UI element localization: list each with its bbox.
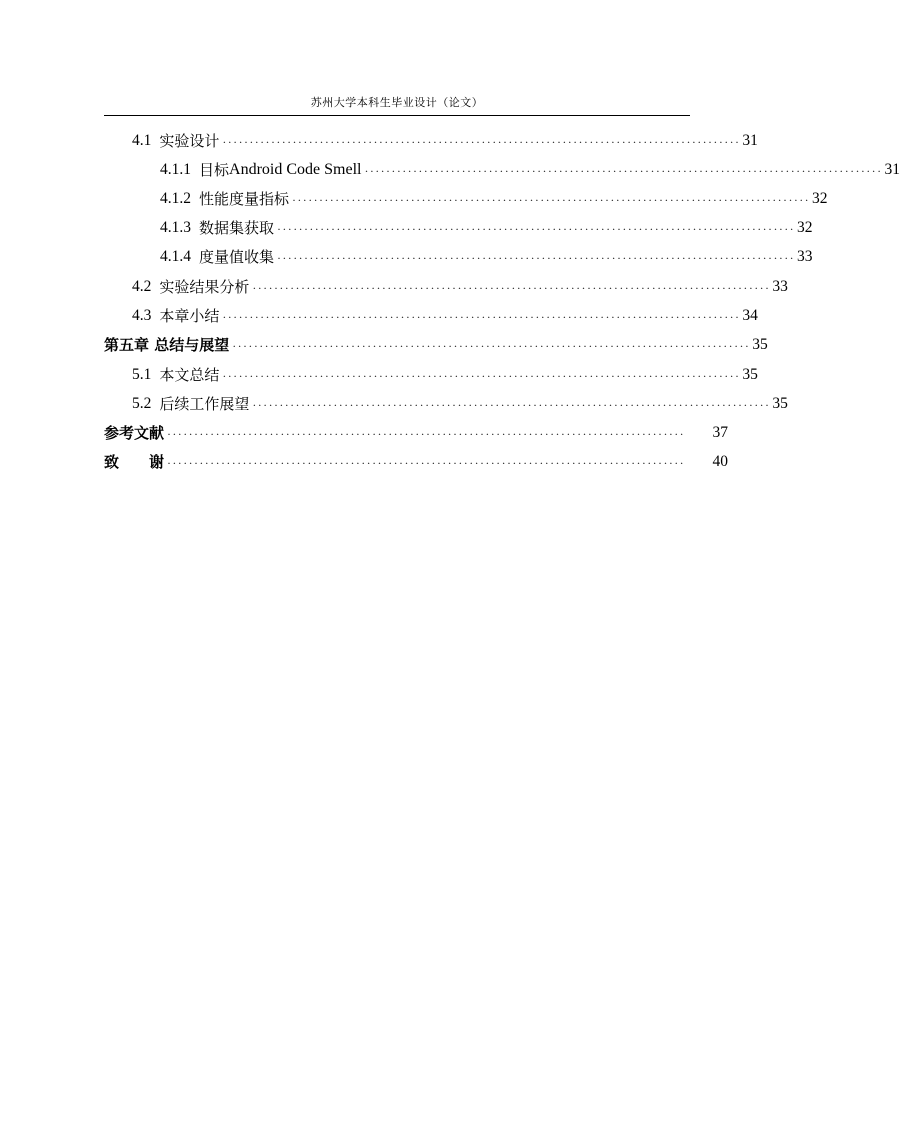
running-header: 苏州大学本科生毕业设计（论文） bbox=[310, 96, 484, 109]
toc-page-number: 35 bbox=[772, 395, 788, 412]
toc-leader-dots: ································································································ bbox=[364, 164, 883, 178]
toc-title: 目标 bbox=[199, 161, 230, 179]
toc-entry-4-1-1[interactable] bbox=[104, 157, 900, 183]
toc-number: 4.1 bbox=[132, 132, 152, 149]
toc-leader-dots: ································································································ bbox=[222, 369, 741, 383]
toc-number: 4.1.3 bbox=[160, 219, 191, 236]
toc-page-number: 40 bbox=[712, 453, 728, 470]
toc-number: 4.1.4 bbox=[160, 248, 191, 265]
toc-title: 度量值收集 bbox=[199, 248, 275, 266]
toc-page-number: 32 bbox=[812, 190, 828, 207]
toc-entry-4-1[interactable] bbox=[104, 128, 758, 154]
toc-title: 参考文献 bbox=[104, 424, 165, 442]
toc-leader-dots: ································································································ bbox=[292, 193, 811, 207]
toc-title: 后续工作展望 bbox=[159, 395, 250, 413]
toc-leader-dots: ································································································ bbox=[167, 456, 686, 470]
toc-entry-chapter-5[interactable] bbox=[104, 332, 768, 358]
toc-page-number: 33 bbox=[797, 248, 813, 265]
toc-number: 5.2 bbox=[132, 395, 152, 412]
toc-number: 4.2 bbox=[132, 278, 152, 295]
toc-leader-dots: ································································································ bbox=[222, 310, 741, 324]
toc-leader-dots: ································································································ bbox=[252, 281, 771, 295]
toc-title: 第五章 总结与展望 bbox=[104, 336, 230, 354]
toc-title-en: Android Code Smell bbox=[229, 161, 362, 178]
toc-title: 本文总结 bbox=[159, 366, 220, 384]
header-rule bbox=[104, 115, 690, 116]
toc-page-number: 31 bbox=[884, 161, 900, 178]
toc-leader-dots: ································································································ bbox=[222, 135, 741, 149]
toc-page-number: 31 bbox=[742, 132, 758, 149]
toc-title: 数据集获取 bbox=[199, 219, 275, 237]
toc-page-number: 35 bbox=[752, 336, 768, 353]
toc-number: 4.1.2 bbox=[160, 190, 191, 207]
toc-entry-4-1-4[interactable] bbox=[104, 244, 813, 270]
toc-leader-dots: ································································································ bbox=[277, 251, 796, 265]
toc-title: 实验结果分析 bbox=[159, 278, 250, 296]
toc-entry-4-1-3[interactable] bbox=[104, 215, 813, 241]
toc-entry-4-3[interactable] bbox=[104, 303, 758, 329]
toc-number: 5.1 bbox=[132, 366, 152, 383]
toc-entry-acknowledgements[interactable] bbox=[104, 449, 728, 475]
toc-number: 4.3 bbox=[132, 307, 152, 324]
toc-title: 致 谢 bbox=[104, 453, 165, 471]
toc-entry-4-1-2[interactable] bbox=[104, 186, 828, 212]
toc-entry-4-2[interactable] bbox=[104, 274, 788, 300]
toc-entry-5-2[interactable] bbox=[104, 391, 788, 417]
toc-page-number: 37 bbox=[712, 424, 728, 441]
toc-leader-dots: ································································································ bbox=[277, 222, 796, 236]
toc-page-number: 32 bbox=[797, 219, 813, 236]
toc-title: 实验设计 bbox=[159, 132, 220, 150]
toc-page-number: 35 bbox=[742, 366, 758, 383]
toc-entry-references[interactable] bbox=[104, 420, 728, 446]
toc-entry-5-1[interactable] bbox=[104, 362, 758, 388]
toc-leader-dots: ································································································ bbox=[232, 339, 751, 353]
toc-leader-dots: ································································································ bbox=[167, 427, 686, 441]
toc-title: 性能度量指标 bbox=[199, 190, 290, 208]
toc-page-number: 33 bbox=[772, 278, 788, 295]
toc-leader-dots: ································································································ bbox=[252, 398, 771, 412]
toc-title: 本章小结 bbox=[159, 307, 220, 325]
toc-page-number: 34 bbox=[742, 307, 758, 324]
toc-number: 4.1.1 bbox=[160, 161, 191, 178]
